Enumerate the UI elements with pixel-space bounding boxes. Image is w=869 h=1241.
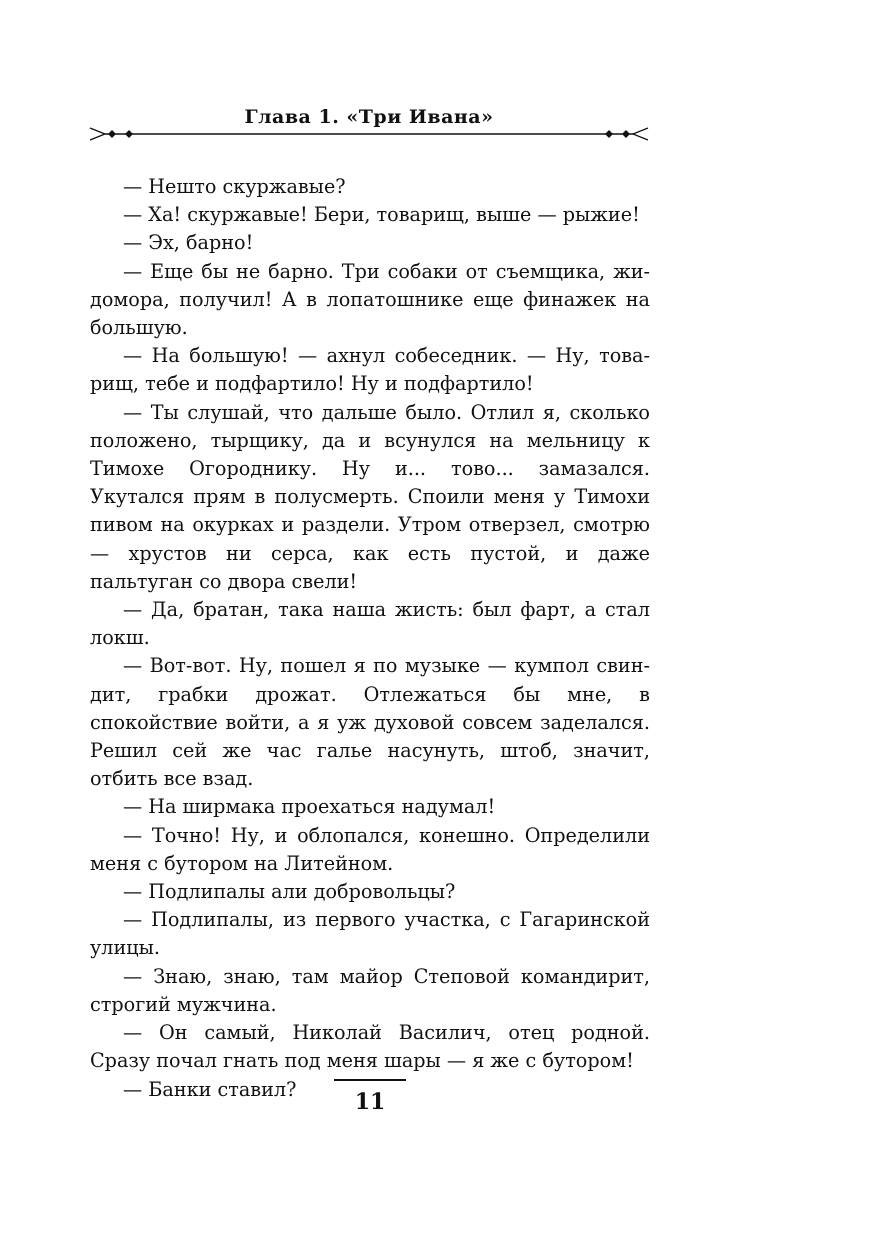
paragraph: — Подлипалы, из первого участка, с Гагаринской улицы. xyxy=(90,908,650,960)
paragraph: — Подлипалы али добровольцы? xyxy=(123,880,456,904)
rule-left-chevron xyxy=(90,128,105,140)
paragraph: — Банки ставил? xyxy=(123,1077,297,1101)
paragraph: — На ширмака проехаться надумал! xyxy=(123,795,496,819)
paragraph: — Он самый, Николай Василич, отец родной. Сразу почал гнать под меня шары — я же с бутором! xyxy=(90,1021,650,1073)
paragraph: — Нешто скуржавые? xyxy=(123,175,346,198)
chapter-title: Глава 1. «Три Ивана» xyxy=(244,106,494,128)
rule-diamond-left-outer xyxy=(108,130,116,138)
paragraph: — Точно! Ну, и облопался, конешно. Определили меня с бутором на Литейном. xyxy=(90,823,650,875)
page-text xyxy=(90,173,650,1104)
footer-rule xyxy=(334,1079,406,1081)
page-number: 11 xyxy=(354,1089,386,1115)
rule-diamond-left-inner xyxy=(125,130,133,138)
paragraph: — Вот-вот. Ну, пошел я по музыке — кумпол свиндит, грабки дрожат. Отлежаться бы мне, в спокойствие войти, а я уж духовой совсем заделался. Решил сей же час галье насунуть, штоб, значит, отбить все взад. xyxy=(90,654,650,791)
ornamental-rule xyxy=(88,126,650,142)
running-header xyxy=(88,104,650,144)
page-footer xyxy=(334,1079,406,1117)
paragraph: — Ты слушай, что дальше было. Отлил я, сколько положено, тырщику, да и всунулся на мельницу к Тимохе Огороднику. Ну и... тово... замазался. Укутался прям в полусмерть. Споили меня у Тимохи пивом на окурках и раздели. Утром отверзел, смотрю — хрустов ни серса, как есть пустой, и даже пальтуган со двора свели! xyxy=(90,400,650,593)
rule-diamond-right-outer xyxy=(622,130,630,138)
paragraph: — Еще бы не барно. Три собаки от съемщика, жидомора, получил! А в лопатошнике еще финажек на большую. xyxy=(90,259,650,340)
paragraph: — На большую! — ахнул собеседник. — Ну, товарищ, тебе и подфартило! Ну и подфартило! xyxy=(90,344,650,396)
paragraph: — Эх, барно! xyxy=(123,231,254,255)
rule-diamond-right-inner xyxy=(605,130,613,138)
paragraph: — Ха! скуржавые! Бери, товарищ, выше — рыжие! xyxy=(123,203,640,227)
rule-right-chevron xyxy=(633,128,648,140)
paragraph: — Да, братан, така наша жисть: был фарт, а стал локш. xyxy=(90,598,650,650)
paragraph: — Знаю, знаю, там майор Степовой командирит, строгий мужчина. xyxy=(90,964,650,1016)
